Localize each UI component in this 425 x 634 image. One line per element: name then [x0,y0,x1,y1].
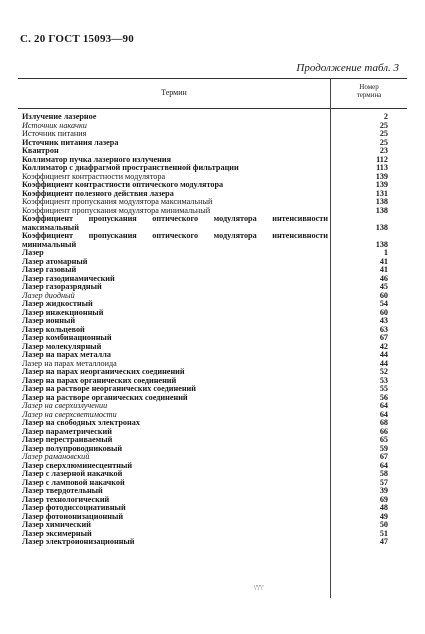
term-number: 138 [375,239,388,249]
term-number: 67 [379,333,388,342]
table-header-rule [18,108,407,109]
term-number: 60 [379,290,388,300]
term-text: Лазер на парах металлоида [22,358,117,368]
column-header-number [331,83,407,99]
term-number: 64 [379,460,388,470]
term-number: 66 [379,426,388,436]
term-number: 60 [379,307,388,317]
term-number: 52 [379,367,388,376]
term-text: Лазер фотодиссоциативный [22,503,126,512]
column-header-term: Термин [161,88,187,97]
scan-mark: \'\'\' [254,584,264,592]
continuation-label: Продолжение табл. 3 [296,62,399,74]
term-text: Квантрон [22,146,59,155]
term-number: 138 [375,222,388,232]
term-text: Лазер параметрический [22,426,112,436]
term-text: Лазер на растворе неорганических соединений [22,384,196,393]
term-text: Лазер на парах неорганических соединений [22,367,185,376]
table-row [18,215,407,232]
table-row [18,232,407,249]
term-text: Лазер на парах металла [22,350,111,359]
column-header-number-line2: термина [356,91,382,99]
table-row [18,309,407,318]
term-number: 138 [375,205,388,215]
term-text: Лазер на растворе органических соединений [22,392,188,402]
term-number: 59 [379,443,388,453]
term-text: Лазер молекулярный [22,341,102,351]
term-number: 43 [379,316,388,325]
term-text: Лазер электроионизационный [22,537,135,546]
term-number: 42 [379,341,388,351]
term-text: Коэффициент пропускания оптического модулятора интенсивности минимальный [22,231,328,249]
page-header: С. 20 ГОСТ 15093—90 [20,33,134,45]
term-text: Излучение лазерное [22,112,97,121]
term-number: 41 [379,256,388,266]
term-number: 23 [379,146,388,155]
term-text: Лазер на свободных электронах [22,418,140,427]
term-number: 64 [379,401,388,410]
term-number: 1 [383,248,388,257]
term-number: 25 [379,137,388,147]
term-number: 58 [379,469,388,478]
term-text: Лазер перестраиваемый [22,435,113,444]
term-number: 138 [375,197,388,206]
term-number: 67 [379,452,388,461]
term-text: Лазер ионный [22,316,76,325]
term-text: Лазер газоразрядный [22,282,102,291]
term-text: Лазер инжекционный [22,307,104,317]
term-number: 39 [379,486,388,495]
term-text: Лазер твердотельный [22,486,103,495]
term-number: 55 [379,384,388,393]
term-text: Коэффициент контрастности оптического модулятора [22,180,224,189]
term-text: Лазер рамановский [22,452,90,461]
table-top-rule [18,78,407,79]
term-text: Лазер сверхлюминесцентный [22,460,133,470]
term-number: 139 [375,171,388,181]
table-body [18,113,407,547]
term-number: 53 [379,375,388,385]
term-number: 44 [379,350,388,359]
term-text: Лазер кольцевой [22,324,85,334]
term-number: 49 [379,511,388,521]
term-text: Коэффициент полезного действия лазера [22,188,174,198]
term-text: Коллиматор пучка лазерного излучения [22,154,172,164]
term-text: Лазер с ламповой накачкой [22,477,125,487]
term-text: Источник питания лазера [22,137,119,147]
term-text: Источник накачки [22,120,87,130]
term-number: 65 [379,435,388,444]
term-text: Лазер газовый [22,265,77,274]
term-number: 25 [379,120,388,130]
term-text: Лазер газодинамический [22,273,115,283]
term-number: 68 [379,418,388,427]
term-text: Лазер технологический [22,494,110,504]
term-number: 139 [375,180,388,189]
term-text: Коэффициент контрастности модулятора [22,171,166,181]
term-text: Лазер на сверхизлучении [22,401,108,410]
column-header-number-line1: Номер [359,83,379,91]
term-number: 112 [376,154,388,164]
term-number: 47 [379,537,388,546]
term-number: 56 [379,392,388,402]
terms-table [18,78,407,598]
term-number: 2 [383,112,388,121]
table-row [18,258,407,267]
term-number: 69 [379,494,388,504]
table-row [18,283,407,292]
term-number: 54 [379,299,388,308]
term-text: Коэффициент пропускания модулятора минимальный [22,205,211,215]
term-number: 25 [379,129,388,138]
term-text: Лазер на парах органических соединений [22,375,177,385]
term-number: 63 [379,324,388,334]
term-text: Лазер [22,248,44,257]
term-number: 57 [379,477,388,487]
term-text: Лазер атомарный [22,256,88,266]
term-number: 45 [379,282,388,291]
term-text: Лазер на сверхсветимости [22,409,117,419]
term-number: 64 [379,409,388,419]
term-number: 44 [379,358,388,368]
term-number: 113 [376,163,388,172]
term-number: 41 [379,265,388,274]
term-number: 48 [379,503,388,512]
term-text: Лазер комбинационный [22,333,112,342]
term-text: Коэффициент пропускания оптического модулятора интенсивности максимальный [22,214,328,232]
term-text: Коллиматор с диафрагмой пространственной фильтрации [22,163,239,172]
term-text: Лазер полупроводниковый [22,443,123,453]
table-row [18,538,407,547]
term-text: Лазер эксимерный [22,528,92,538]
term-number: 51 [379,528,388,538]
term-text: Лазер жидкостный [22,299,93,308]
term-text: Источник питания [22,129,87,138]
term-text: Лазер с лазерной накачкой [22,469,123,478]
term-number: 131 [375,188,388,198]
term-text: Лазер диодный [22,290,75,300]
table-row [18,139,407,148]
term-text: Лазер химический [22,520,91,529]
term-number: 50 [379,520,388,529]
term-number: 46 [379,273,388,283]
term-text: Коэффициент пропускания модулятора максимальный [22,197,213,206]
term-text: Лазер фотоионизационный [22,511,124,521]
